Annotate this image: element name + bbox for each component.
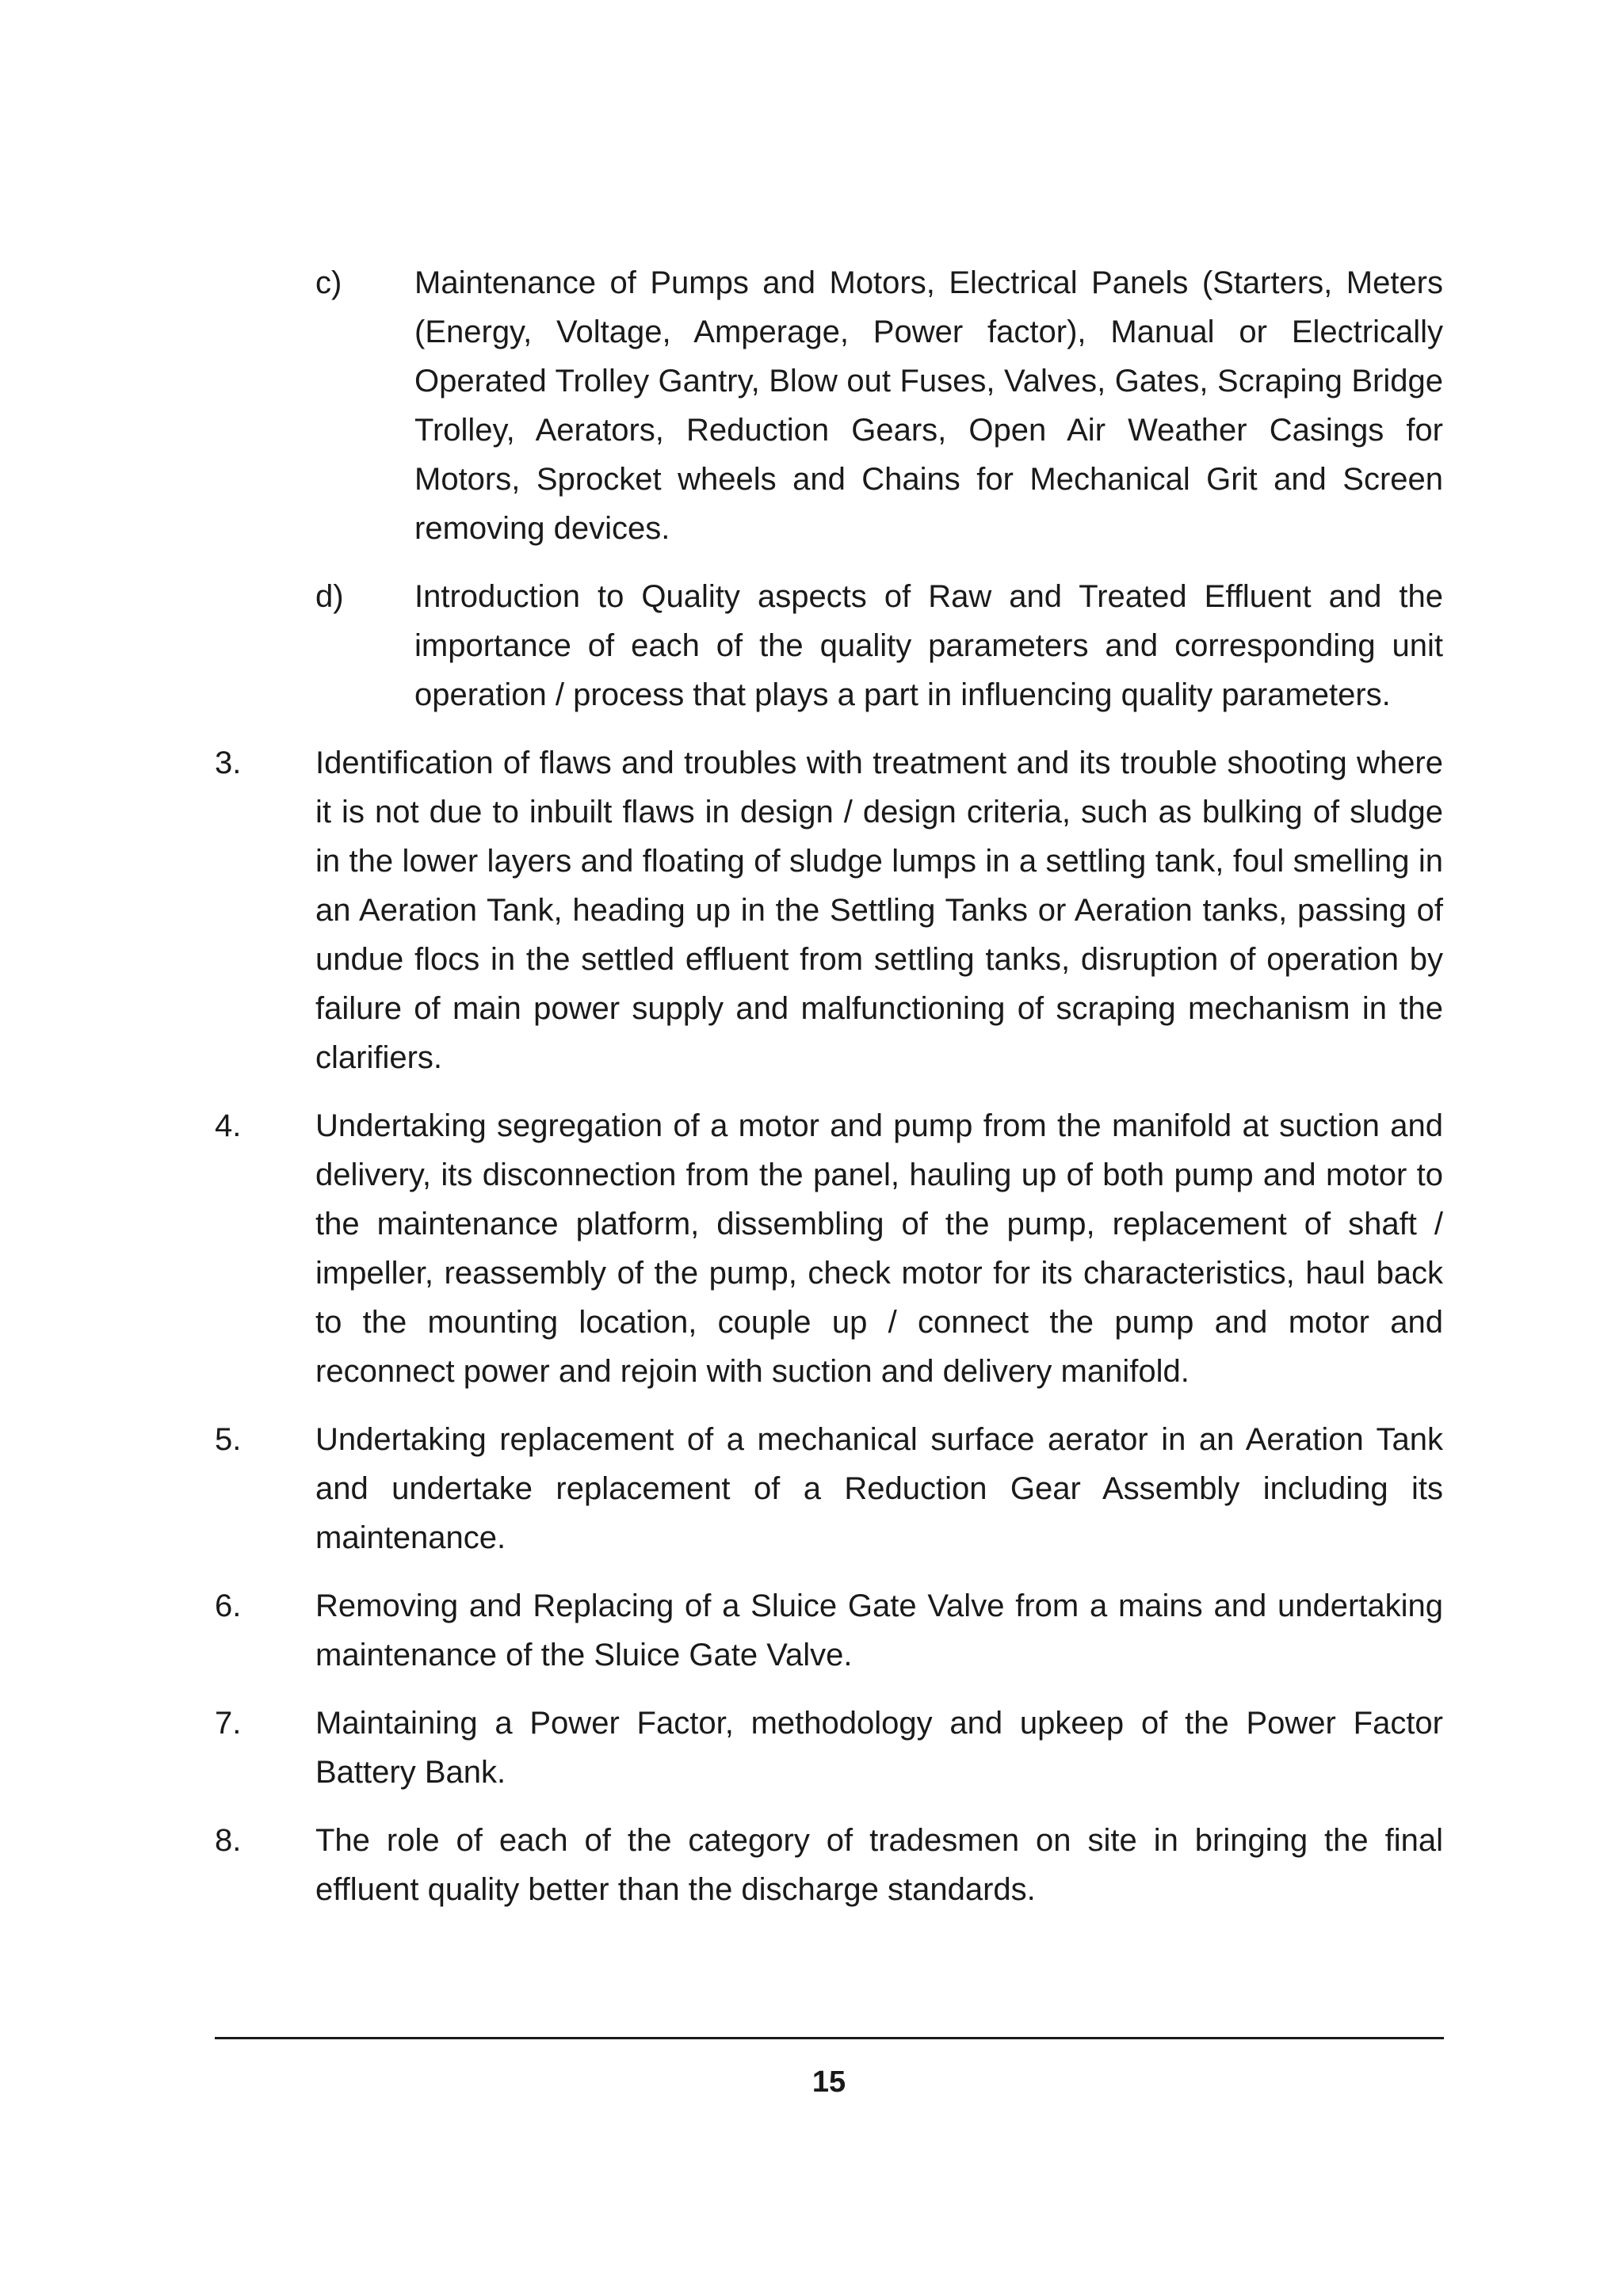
- list-item-d: [315, 572, 1443, 719]
- list-item-text: Maintenance of Pumps and Motors, Electrical Panels (Starters, Meters (Energy, Voltage, Amperage, Power factor), Manual or Electrically Operated Trolley Gantry, Blow out Fuses, Valves, Gates, Scraping Bridge Trolley, Aerators, Reduction Gears, Open Air Weather Casings for Motors, Sprocket wheels and Chains for Mechanical Grit and Screen removing devices.: [414, 265, 1443, 546]
- list-marker: 4.: [215, 1108, 242, 1143]
- list-item-5: [215, 1415, 1443, 1562]
- list-item-text: Identification of flaws and troubles with treatment and its trouble shooting where it is not due to inbuilt flaws in design / design criteria, such as bulking of sludge in the lower layers and floating of sludge lumps in a settling tank, foul smelling in an Aeration Tank, heading up in the Settling Tanks or Aeration tanks, passing of undue flocs in the settled effluent from settling tanks, disruption of operation by failure of main power supply and malfunctioning of scraping mechanism in the clarifiers.: [315, 746, 1443, 1075]
- list-marker: 3.: [215, 746, 242, 780]
- list-marker: 5.: [215, 1422, 242, 1457]
- list-item-4: [215, 1101, 1443, 1396]
- list-marker: 6.: [215, 1589, 242, 1623]
- footer-divider: [215, 2037, 1444, 2039]
- list-item-text: Removing and Replacing of a Sluice Gate Valve from a mains and undertaking maintenance of the Sluice Gate Valve.: [315, 1589, 1443, 1672]
- list-item-3: [215, 738, 1443, 1082]
- list-item-text: The role of each of the category of tradesmen on site in bringing the final effluent quality better than the discharge standards.: [315, 1823, 1443, 1907]
- list-item-text: Introduction to Quality aspects of Raw and Treated Effluent and the importance of each of the quality parameters and corresponding unit operation / process that plays a part in influencing quality parameters.: [414, 579, 1443, 712]
- list-item-text: Undertaking segregation of a motor and pump from the manifold at suction and delivery, its disconnection from the panel, hauling up of both pump and motor to the maintenance platform, dissembling of the pump, replacement of shaft / impeller, reassembly of the pump, check motor for its characteristics, haul back to the mounting location, couple up / connect the pump and motor and reconnect power and rejoin with suction and delivery manifold.: [315, 1108, 1443, 1389]
- page-number: 15: [812, 2065, 846, 2099]
- list-marker: 7.: [215, 1706, 242, 1741]
- list-item-text: Maintaining a Power Factor, methodology and upkeep of the Power Factor Battery Bank.: [315, 1706, 1443, 1790]
- list-item-7: [215, 1699, 1443, 1797]
- list-item-c: [315, 258, 1443, 553]
- list-marker: d): [315, 579, 344, 614]
- list-item-text: Undertaking replacement of a mechanical surface aerator in an Aeration Tank and undertake replacement of a Reduction Gear Assembly including its maintenance.: [315, 1422, 1443, 1555]
- list-item-6: [215, 1581, 1443, 1680]
- list-marker: c): [315, 265, 342, 300]
- body-content: [0, 258, 1623, 1914]
- list-item-8: [215, 1816, 1443, 1914]
- list-marker: 8.: [215, 1823, 242, 1858]
